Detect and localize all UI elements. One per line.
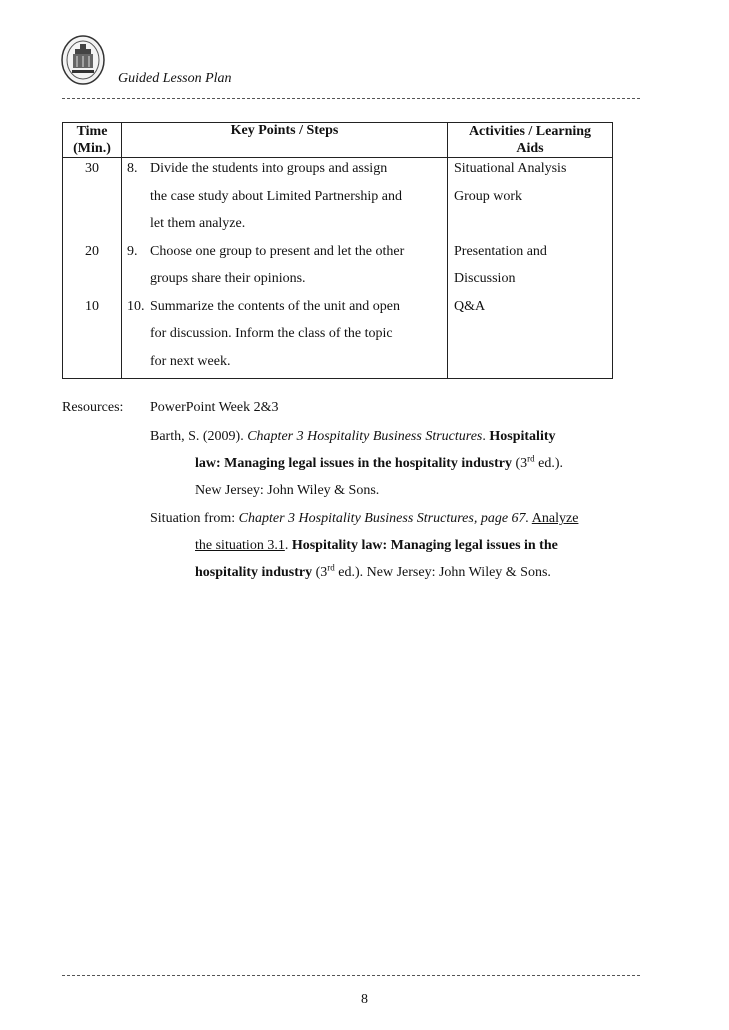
header-time-line1: Time bbox=[76, 124, 108, 139]
header-act-line2: Aids bbox=[516, 141, 544, 156]
step-item bbox=[122, 158, 447, 186]
header-time-line2: (Min.) bbox=[73, 141, 111, 156]
ref-edition: ed.). bbox=[534, 456, 564, 471]
activity-item: Discussion bbox=[454, 271, 516, 286]
step-number: 8. bbox=[127, 161, 138, 176]
reference-1-line1 bbox=[150, 427, 556, 447]
activity-item: Presentation and bbox=[454, 243, 547, 259]
ref-analyze: the situation 3.1 bbox=[195, 538, 285, 553]
step-item bbox=[122, 296, 447, 324]
time-value: 20 bbox=[85, 243, 99, 259]
time-value: 10 bbox=[85, 298, 99, 314]
ref-book-title: Hospitality law: Managing legal issues in the bbox=[291, 538, 558, 553]
key-points-column bbox=[122, 158, 448, 379]
page-number: 8 bbox=[361, 992, 368, 1007]
lesson-plan-table bbox=[62, 122, 613, 379]
page-header bbox=[60, 34, 640, 100]
reference-2-line1 bbox=[150, 509, 578, 529]
step-text: groups share their opinions. bbox=[150, 271, 306, 286]
step-text: for next week. bbox=[150, 353, 231, 369]
ref-book-title: Hospitality bbox=[489, 429, 556, 444]
time-column bbox=[63, 158, 122, 379]
header-time bbox=[63, 123, 122, 158]
table-header-row bbox=[63, 123, 613, 158]
step-text: Choose one group to present and let the other bbox=[150, 243, 405, 259]
step-text: Summarize the contents of the unit and open bbox=[150, 298, 400, 314]
ref-edition: ed.). New Jersey: John Wiley & Sons. bbox=[334, 565, 551, 580]
reference-1-publisher: New Jersey: John Wiley & Sons. bbox=[195, 483, 380, 498]
activity-item: Group work bbox=[454, 188, 523, 204]
header-key-points: Key Points / Steps bbox=[122, 123, 448, 158]
university-seal-icon bbox=[60, 34, 106, 88]
ref-book-title: law: Managing legal issues in the hospitality industry bbox=[195, 456, 512, 471]
header-act-line1: Activities / Learning bbox=[468, 124, 592, 139]
header-divider bbox=[62, 98, 640, 99]
step-number: 10. bbox=[127, 298, 145, 314]
table-row bbox=[63, 158, 613, 379]
step-text: the case study about Limited Partnership and bbox=[150, 188, 402, 204]
resources-label: Resources: bbox=[62, 400, 124, 415]
reference-2-line2 bbox=[195, 536, 558, 556]
reference-2-line3 bbox=[195, 563, 551, 583]
resource-powerpoint: PowerPoint Week 2&3 bbox=[150, 400, 279, 415]
step-item bbox=[122, 241, 447, 269]
ref-analyze: Analyze bbox=[531, 511, 579, 526]
footer-divider bbox=[62, 975, 640, 976]
ref-edition: (3 bbox=[512, 456, 528, 471]
ref-punct: . bbox=[284, 538, 292, 553]
header-activities bbox=[448, 123, 613, 158]
reference-1-line2 bbox=[195, 454, 563, 474]
ref-edition: (3 bbox=[312, 565, 328, 580]
step-number: 9. bbox=[127, 243, 138, 259]
activity-item: Q&A bbox=[454, 298, 486, 314]
step-text: Divide the students into groups and assign bbox=[150, 161, 388, 176]
ref-chapter: Chapter 3 Hospitality Business Structures bbox=[247, 429, 483, 444]
ref-punct: . bbox=[482, 429, 490, 444]
ref-edition-sup: rd bbox=[527, 453, 535, 464]
step-text: for discussion. Inform the class of the topic bbox=[150, 326, 393, 341]
time-value: 30 bbox=[85, 161, 99, 176]
ref-edition-sup: rd bbox=[327, 562, 335, 573]
ref-author: Barth, S. (2009). bbox=[150, 429, 248, 444]
activity-item: Situational Analysis bbox=[454, 161, 567, 176]
ref-book-title: hospitality industry bbox=[195, 565, 313, 580]
step-text: let them analyze. bbox=[150, 216, 246, 231]
ref-chapter: Chapter 3 Hospitality Business Structures, page 67. bbox=[238, 511, 530, 526]
activities-column bbox=[448, 158, 613, 379]
header-title: Guided Lesson Plan bbox=[118, 71, 232, 86]
ref-prefix: Situation from: bbox=[150, 511, 239, 526]
